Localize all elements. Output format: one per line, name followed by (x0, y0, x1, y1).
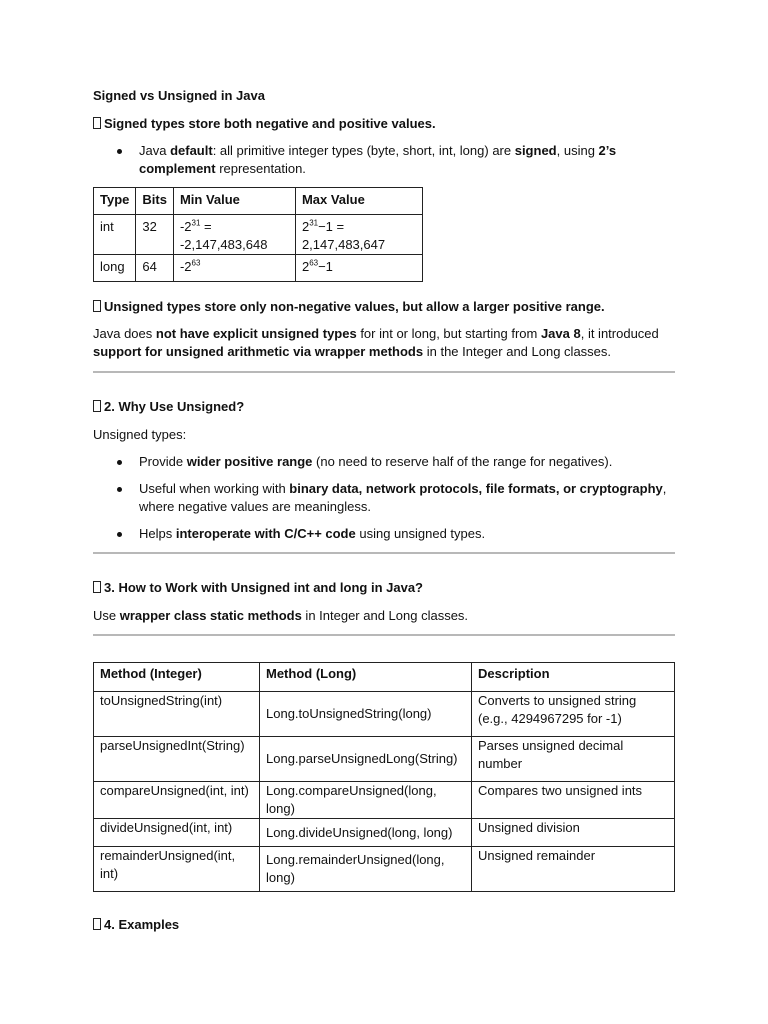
cell-method-integer: divideUnsigned(int, int) (94, 819, 260, 847)
section-divider (93, 634, 675, 636)
missing-glyph-icon (93, 581, 101, 593)
cell-method-long: Long.compareUnsigned(long, long) (260, 782, 472, 819)
table-row (94, 692, 675, 737)
cell-bits: 32 (136, 215, 174, 255)
cell-description: Unsigned remainder (472, 847, 675, 892)
list-item: Helps interoperate with C/C++ code using unsigned types. (139, 526, 486, 541)
section3-heading (93, 580, 423, 595)
cell-description: Compares two unsigned ints (472, 782, 675, 819)
bullet-marker (117, 460, 122, 465)
col-header-bits: Bits (136, 188, 174, 215)
section-divider (93, 371, 675, 373)
col-header-method-long: Method (Long) (260, 663, 472, 692)
section-divider (93, 552, 675, 554)
cell-method-long: Long.parseUnsignedLong(String) (260, 737, 472, 782)
section3-heading-text: 3. How to Work with Unsigned int and long in Java? (104, 580, 423, 595)
unsigned-methods-table (93, 662, 675, 892)
cell-bits: 64 (136, 255, 174, 282)
section2-intro: Unsigned types: (93, 427, 187, 442)
cell-min: $-2^{31} = -2,147,483,648$ (173, 215, 295, 255)
cell-method-integer: toUnsignedString(int) (94, 692, 260, 737)
list-item: Useful when working with binary data, network protocols, file formats, or cryptography, where negative values are meaningless. (139, 481, 667, 514)
section2-heading (93, 399, 244, 414)
unsigned-heading-text: Unsigned types store only non-negative values, but allow a larger positive range. (104, 299, 605, 314)
section4-heading-text: 4. Examples (104, 917, 180, 932)
cell-method-integer: remainderUnsigned(int, int) (94, 847, 260, 892)
missing-glyph-icon (93, 400, 101, 412)
missing-glyph-icon (93, 918, 101, 930)
bullet-marker (117, 149, 122, 154)
unsigned-heading (93, 299, 605, 314)
signed-range-table (93, 187, 423, 282)
cell-max: $2^{31}-1 = 2,147,483,647$ (295, 215, 422, 255)
signed-heading-text: Signed types store both negative and positive values. (104, 116, 436, 131)
cell-method-integer: parseUnsignedInt(String) (94, 737, 260, 782)
list-item: Provide wider positive range (no need to reserve half of the range for negatives). (139, 454, 613, 469)
col-header-min: Min Value (173, 188, 295, 215)
col-header-max: Max Value (295, 188, 422, 215)
col-header-type: Type (94, 188, 136, 215)
table-header-row (94, 188, 423, 215)
table-row (94, 737, 675, 782)
cell-type: int (94, 215, 136, 255)
signed-heading (93, 116, 436, 131)
cell-type: long (94, 255, 136, 282)
missing-glyph-icon (93, 300, 101, 312)
table-row (94, 819, 675, 847)
cell-min: $-2^{63}$ (173, 255, 295, 282)
section4-heading (93, 917, 179, 932)
col-header-method-integer: Method (Integer) (94, 663, 260, 692)
cell-method-long: Long.remainderUnsigned(long, long) (260, 847, 472, 892)
table-row (94, 782, 675, 819)
cell-method-integer: compareUnsigned(int, int) (94, 782, 260, 819)
cell-description: Converts to unsigned string (e.g., 4294967295 for -1) (472, 692, 675, 737)
page-title: Signed vs Unsigned in Java (93, 88, 265, 103)
cell-description: Unsigned division (472, 819, 675, 847)
cell-max: $2^{63}-1$ (295, 255, 422, 282)
table-row (94, 847, 675, 892)
missing-glyph-icon (93, 117, 101, 129)
table-row (94, 255, 423, 282)
section3-paragraph: Use wrapper class static methods in Integer and Long classes. (93, 608, 469, 623)
unsigned-paragraph: Java does not have explicit unsigned types for int or long, but starting from Java 8, it introduced support for unsigned arithmetic via wrapper methods in the Integer and Long classes. (93, 326, 659, 359)
signed-bullet: Java default: all primitive integer types (byte, short, int, long) are signed, using 2’s complement representation. (139, 143, 617, 176)
col-header-description: Description (472, 663, 675, 692)
table-header-row (94, 663, 675, 692)
bullet-marker (117, 487, 122, 492)
bullet-marker (117, 532, 122, 537)
section2-heading-text: 2. Why Use Unsigned? (104, 399, 245, 414)
cell-method-long: Long.divideUnsigned(long, long) (260, 819, 472, 847)
cell-method-long: Long.toUnsignedString(long) (260, 692, 472, 737)
table-row (94, 215, 423, 255)
cell-description: Parses unsigned decimal number (472, 737, 675, 782)
